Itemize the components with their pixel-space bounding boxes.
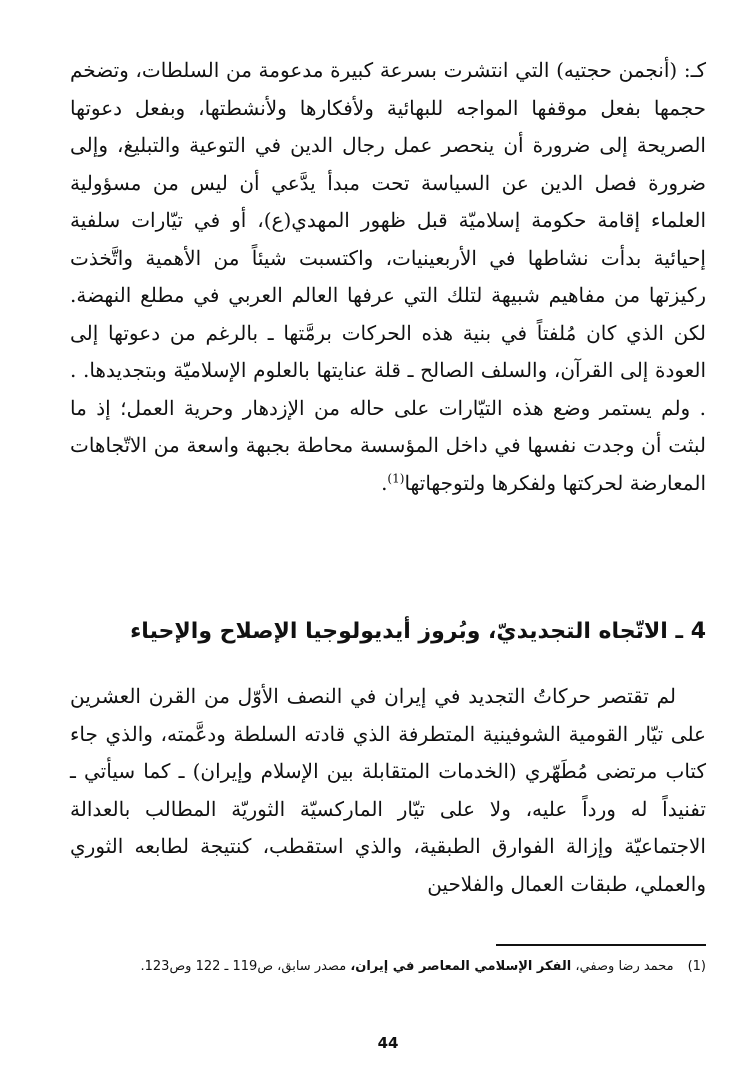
footnote-author: محمد رضا وصفي، [575, 959, 674, 974]
body-paragraph-section: لم تقتصر حركاتُ التجديد في إيران في النصف الأوّل من القرن العشرين على تيّار القومية الشوفينية المتطرفة الذي قادته السلطة ودعَّمته، والذي جاء كتاب مرتضى مُطَهّري (الخدمات المتقابلة بين الإسلام وإيران) ـ كما سيأتي ـ تفنيداً له ورداً عليه، ولا على تيّار الماركسيّة الثوريّة المطالب بالعدالة الاجتماعيّة وإزالة الفوارق الطبقية، والذي استقطب، كنتيجة لطابعه الثوري والعملي، طبقات العمال والفلاحين [70, 684, 706, 896]
footnote-reference[interactable]: (1) [387, 470, 405, 485]
page-number: 44 [377, 1034, 399, 1052]
paragraph-text: كـ: (أنجمن حجتيه) التي انتشرت بسرعة كبيرة مدعومة من السلطات، وتضخم حجمها بفعل موقفها المواجه للبهائية ولأفكارها ولأنشطتها، وبفعل دعوتها الصريحة إلى ضرورة أن ينحصر عمل رجال الدين في التوعية والتبليغ، وإلى ضرورة فصل الدين عن السياسة تحت مبدأ يدَّعي أن ليس من مسؤولية العلماء إقامة حكومة إسلاميّة قبل ظهور المهدي(ع)، أو في تيّارات سلفية إحيائية بدأت نشاطها في الأربعينيات، واكتسبت شيئاً من الأهمية واتَّخذت ركيزتها من مفاهيم شبيهة لتلك التي عرفها العالم العربي في مطلع النهضة. لكن الذي كان مُلفتاً في بنية هذه الحركات برمَّتها ـ بالرغم من دعوتها إلى العودة إلى القرآن، والسلف الصالح ـ قلة عنايتها بالعلوم الإسلاميّة وبتجديدها. . . ولم يستمر وضع هذه التيّارات على حاله من الإزدهار وحرية العمل؛ إذ ما لبثت أن وجدت نفسها في داخل المؤسسة محاطة بجبهة واسعة من الاتّجاهات المعارضة لحركتها ولفكرها ولتوجهاتها [70, 58, 706, 495]
footnote-source: مصدر سابق، ص119 ـ 122 وص123. [140, 959, 347, 974]
section-heading: 4 ـ الاتّجاه التجديديّ، وبُروز أيديولوجيا الإصلاح والإحياء [130, 619, 706, 644]
footnote-title: الفكر الإسلامي المعاصر في إيران، [350, 959, 572, 974]
footnote-divider [496, 944, 706, 946]
body-paragraph-continuation [70, 52, 706, 502]
paragraph-end-punctuation: . [381, 470, 388, 495]
footnote-number: (1) [687, 959, 706, 974]
footnote [70, 956, 706, 978]
page [70, 0, 706, 1086]
